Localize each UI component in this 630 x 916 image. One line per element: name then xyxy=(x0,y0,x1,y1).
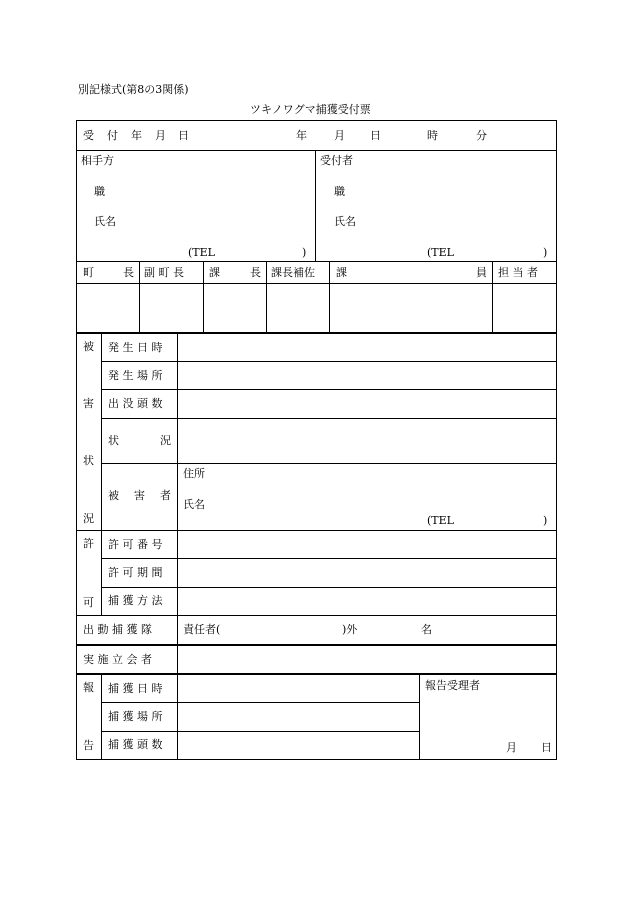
form-title: ツキノワグマ捕獲受付票 xyxy=(250,103,371,116)
reception-label-4: 月 xyxy=(155,129,166,142)
reception-label-3: 年 xyxy=(131,129,142,142)
approval-assistant-chief: 課長補佐 xyxy=(271,266,315,279)
victim-tel-close: ) xyxy=(543,514,548,527)
capture-method-label: 捕 獲 方 法 xyxy=(108,594,163,607)
approval-staff-a: 課 xyxy=(336,266,347,279)
victim-label-2: 害 xyxy=(134,489,145,502)
permit-group-2: 可 xyxy=(83,596,94,609)
approval-staff-b: 員 xyxy=(476,266,487,279)
receiver-label: 受付者 xyxy=(320,154,353,167)
reception-month: 月 xyxy=(334,129,345,142)
victim-address-label: 住所 xyxy=(183,467,205,480)
caller-tel-open: (TEL xyxy=(188,246,215,259)
team-others-label: )外 xyxy=(342,623,358,636)
report-month: 月 xyxy=(506,741,517,754)
approval-deputy-mayor: 副 町 長 xyxy=(144,266,184,279)
caller-tel-close: ) xyxy=(302,246,307,259)
permit-number-label: 許 可 番 号 xyxy=(108,538,163,551)
report-day: 日 xyxy=(541,741,552,754)
caller-name-label: 氏名 xyxy=(94,215,116,228)
witness-label: 実 施 立 会 者 xyxy=(83,653,152,666)
victim-tel-open: (TEL xyxy=(427,514,454,527)
receiver-tel-open: (TEL xyxy=(427,246,454,259)
top-section-frame xyxy=(76,120,557,333)
caller-label: 相手方 xyxy=(81,154,114,167)
damage-group-3: 状 xyxy=(83,454,94,467)
damage-status-label-a: 状 xyxy=(108,434,119,447)
damage-group-4: 況 xyxy=(83,512,94,525)
team-count-unit: 名 xyxy=(421,623,432,636)
damage-appearance-count-label: 出 没 頭 数 xyxy=(108,397,163,410)
approval-section-chief-b: 長 xyxy=(250,266,261,279)
team-leader-label: 責任者( xyxy=(183,623,221,636)
permit-period-label: 許 可 期 間 xyxy=(108,566,163,579)
reception-year: 年 xyxy=(296,129,307,142)
annex-label: 別記様式(第8の3関係) xyxy=(78,83,189,96)
report-group-1: 報 xyxy=(83,681,94,694)
damage-group-2: 害 xyxy=(83,397,94,410)
approval-mayor-a: 町 xyxy=(83,266,94,279)
report-group-2: 告 xyxy=(83,739,94,752)
damage-status-label-b: 況 xyxy=(160,434,171,447)
capture-count-label: 捕 獲 頭 数 xyxy=(108,738,163,751)
reception-label-5: 日 xyxy=(178,129,189,142)
team-label: 出 動 捕 獲 隊 xyxy=(83,623,152,636)
approval-mayor-b: 長 xyxy=(123,266,134,279)
receiver-tel-close: ) xyxy=(543,246,548,259)
damage-occurrence-datetime-label: 発 生 日 時 xyxy=(108,341,163,354)
receiver-name-label: 氏名 xyxy=(334,215,356,228)
victim-name-label: 氏名 xyxy=(183,498,205,511)
damage-occurrence-place-label: 発 生 場 所 xyxy=(108,369,163,382)
victim-label-3: 者 xyxy=(160,489,171,502)
reception-minute: 分 xyxy=(476,129,487,142)
report-receiver-label: 報告受理者 xyxy=(425,679,480,692)
receiver-post-label: 職 xyxy=(334,185,345,198)
reception-label-1: 受 xyxy=(83,129,94,142)
reception-hour: 時 xyxy=(427,129,438,142)
approval-person-in-charge: 担 当 者 xyxy=(498,266,538,279)
permit-group-1: 許 xyxy=(83,537,94,550)
capture-place-label: 捕 獲 場 所 xyxy=(108,710,163,723)
capture-datetime-label: 捕 獲 日 時 xyxy=(108,682,163,695)
approval-section-chief-a: 課 xyxy=(209,266,220,279)
caller-post-label: 職 xyxy=(94,185,105,198)
reception-label-2: 付 xyxy=(107,129,118,142)
damage-group-1: 被 xyxy=(83,340,94,353)
victim-label-1: 被 xyxy=(108,489,119,502)
reception-day: 日 xyxy=(370,129,381,142)
